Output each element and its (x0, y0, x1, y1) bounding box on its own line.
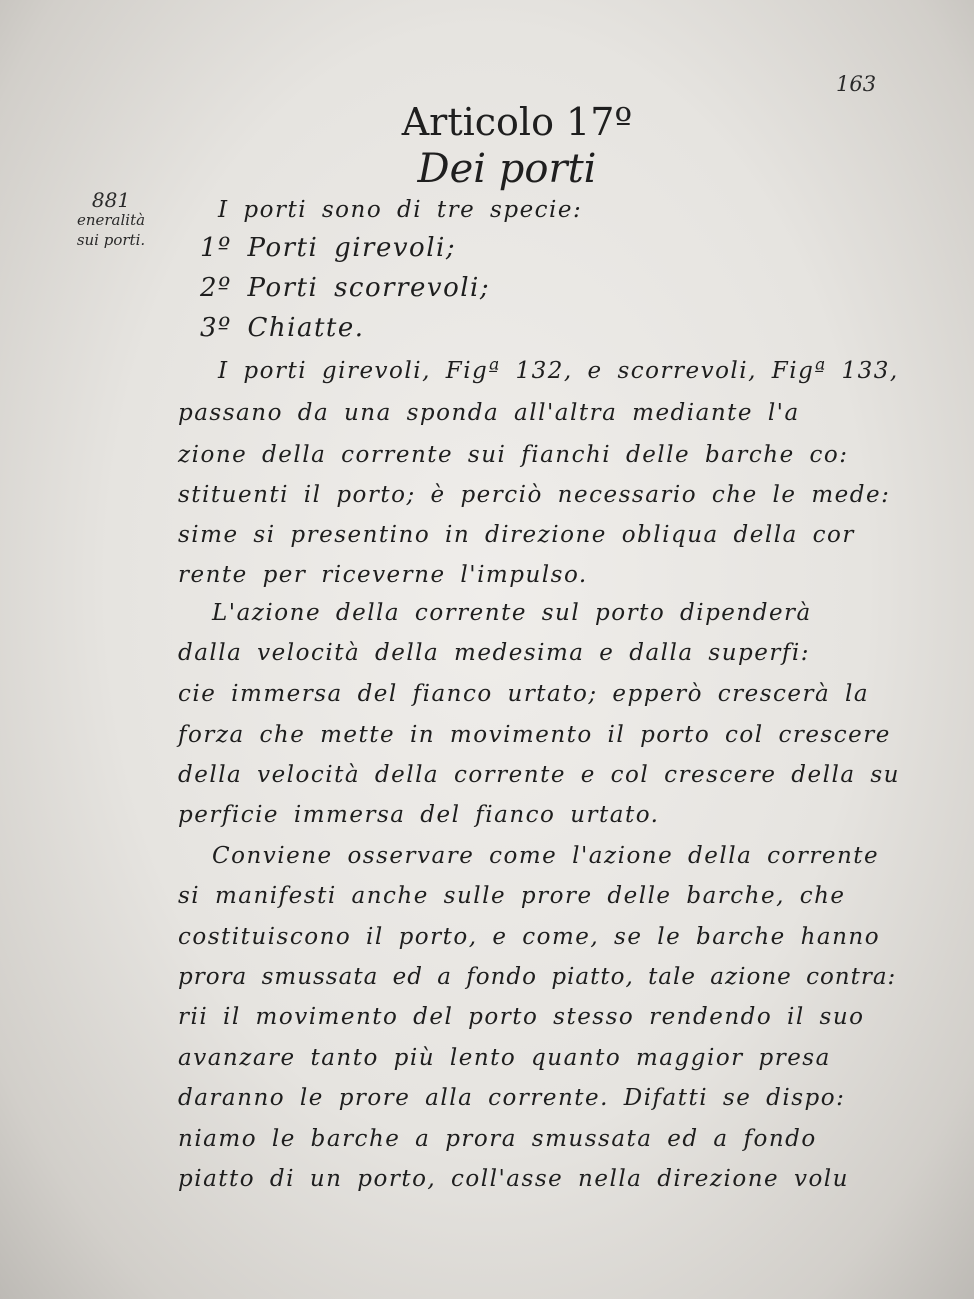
text-line: forza che mette in movimento il porto col crescere (178, 722, 891, 748)
text-line: L'azione della corrente sul porto dipenderà (212, 600, 812, 626)
text-line: si manifesti anche sulle prore delle barche, che (178, 883, 846, 909)
margin-note (46, 190, 176, 250)
text-line: perficie immersa del fianco urtato. (178, 802, 660, 828)
text-line: prora smussata ed a fondo piatto, tale azione contra: (178, 964, 897, 990)
text-line: cie immersa del fianco urtato; epperò crescerà la (178, 681, 870, 707)
text-line: 2º Porti scorrevoli; (200, 273, 491, 303)
article-title: Articolo 17º (401, 100, 633, 144)
text-line: costituiscono il porto, e come, se le barche hanno (178, 924, 881, 950)
text-line: daranno le prore alla corrente. Difatti se dispo: (178, 1085, 846, 1111)
text-line: piatto di un porto, coll'asse nella direzione volu (178, 1166, 849, 1192)
text-line: niamo le barche a prora smussata ed a fondo (178, 1126, 817, 1152)
text-line: passano da una sponda all'altra mediante l'a (178, 400, 800, 426)
text-line: sime si presentino in direzione obliqua della cor (178, 522, 855, 548)
text-line: avanzare tanto più lento quanto maggior presa (178, 1045, 831, 1071)
text-line: dalla velocità della medesima e dalla superfi: (178, 640, 810, 666)
text-line: I porti sono di tre specie: (218, 197, 583, 223)
text-line: 3º Chiatte. (200, 313, 365, 343)
text-line: 1º Porti girevoli; (200, 233, 457, 263)
text-line: rente per riceverne l'impulso. (178, 562, 588, 588)
article-subtitle: Dei porti (417, 146, 597, 192)
text-line: della velocità della corrente e col crescere della su (178, 762, 900, 788)
text-line: stituenti il porto; è perciò necessario che le mede: (178, 482, 891, 508)
text-line: rii il movimento del porto stesso rendendo il suo (178, 1004, 865, 1030)
page-number: 163 (836, 72, 877, 96)
text-line: zione della corrente sui fianchi delle barche co: (178, 442, 849, 468)
margin-note-text-line-1: eneralità (76, 211, 146, 229)
text-line: Conviene osservare come l'azione della corrente (212, 843, 880, 869)
margin-note-number: 881 (91, 188, 131, 212)
margin-note-text-line-2: sui porti. (76, 231, 146, 249)
text-line: I porti girevoli, Figª 132, e scorrevoli, Figª 133, (218, 358, 899, 384)
